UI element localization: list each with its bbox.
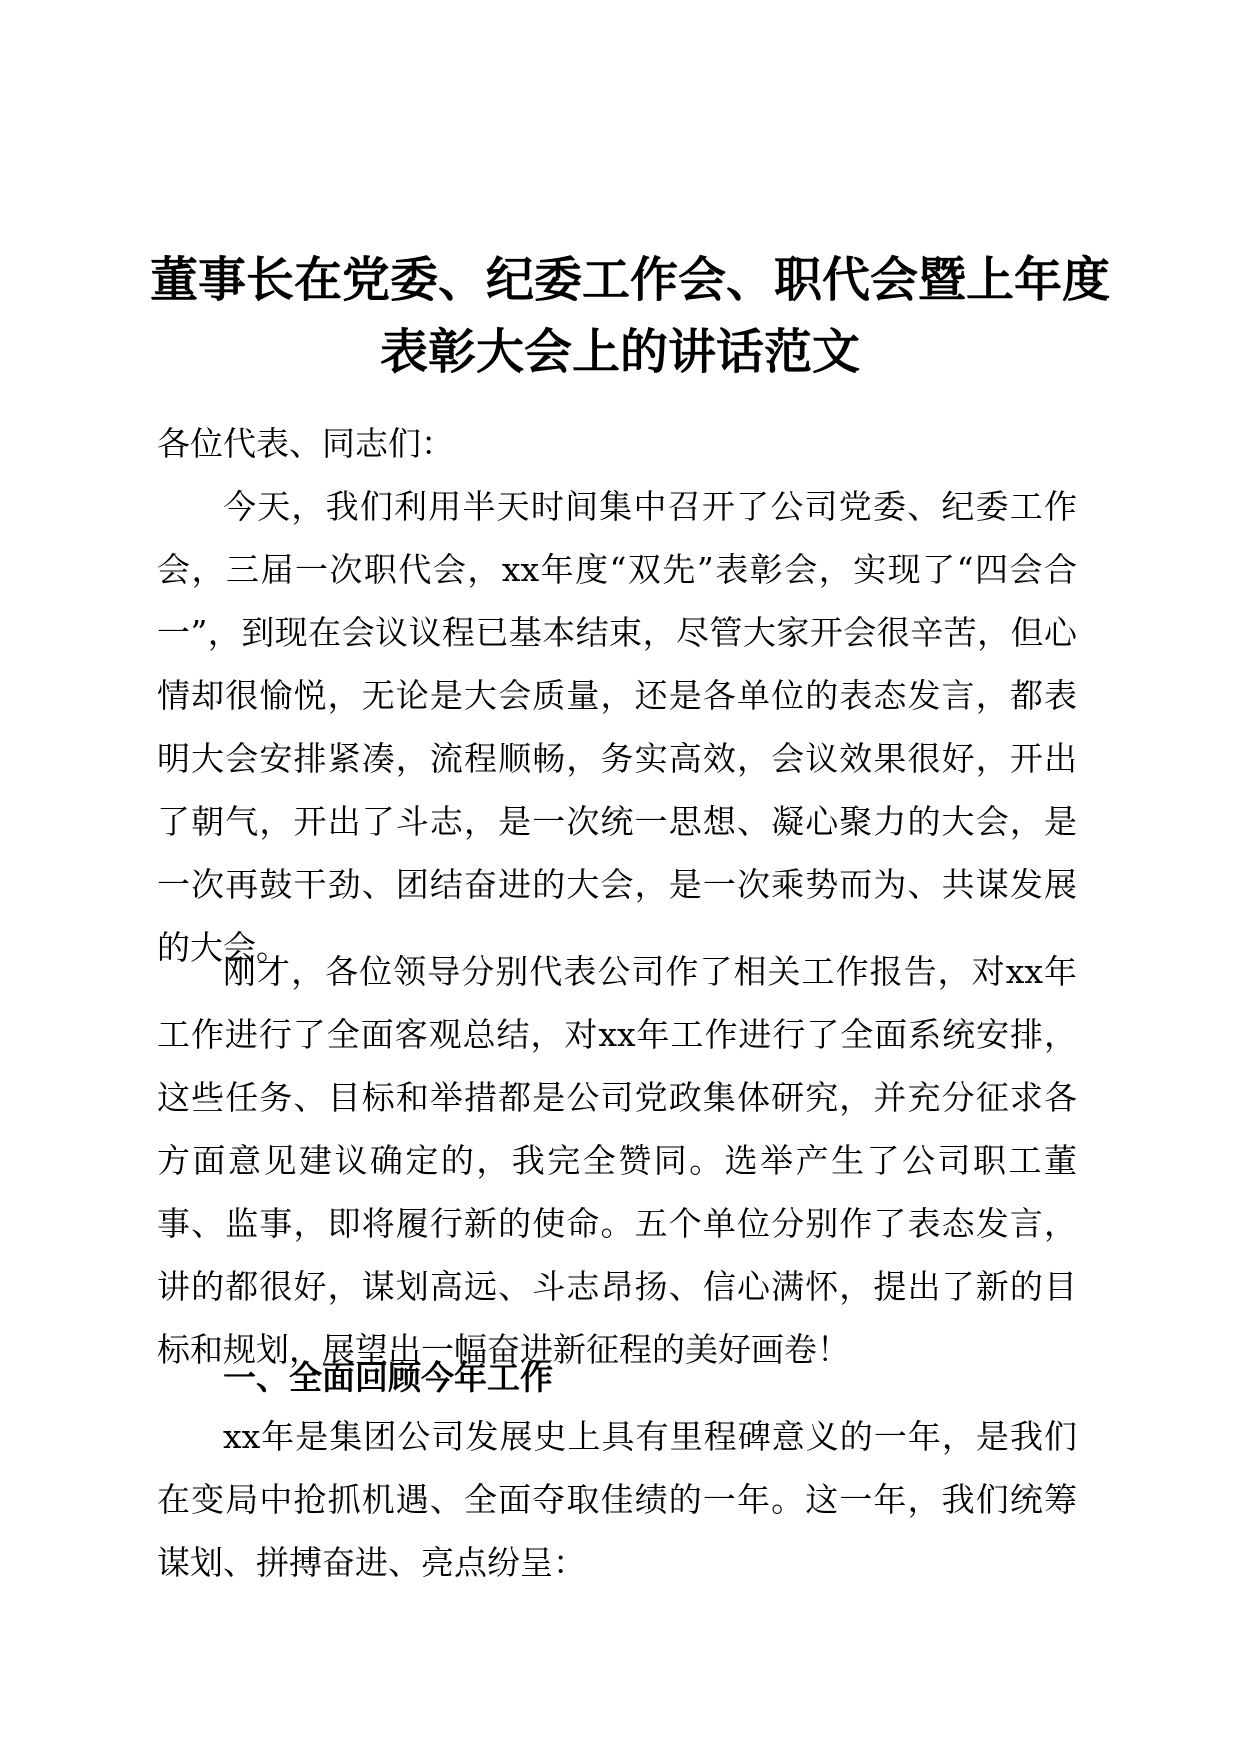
paragraph-review: xx年是集团公司发展史上具有里程碑意义的一年，是我们在变局中抢抓机遇、全面夺取佳绩的一年。这一年，我们统筹谋划、拼搏奋进、亮点纷呈： <box>157 1417 1077 1582</box>
body-section-1 <box>157 475 1077 979</box>
body-section-3 <box>157 1405 1077 1594</box>
document-title-line-1: 董事长在党委、纪委工作会、职代会暨上年度 <box>150 252 1111 308</box>
section-heading: 一、全面回顾今年工作 <box>223 1358 553 1397</box>
salutation: 各位代表、同志们： <box>157 424 454 463</box>
body-section-2 <box>157 940 1077 1381</box>
paragraph-reports: 刚才，各位领导分别代表公司作了相关工作报告，对xx年工作进行了全面客观总结，对xx年工作进行了全面系统安排，这些任务、目标和举措都是公司党政集体研究，并充分征求各方面意见建议确定的，我完全赞同。选举产生了公司职工董事、监事，即将履行新的使命。五个单位分别作了表态发言，讲的都很好，谋划高远、斗志昂扬、信心满怀，提出了新的目标和规划，展望出一幅奋进新征程的美好画卷！ <box>157 952 1077 1369</box>
document-title-line-2: 表彰大会上的讲话范文 <box>379 324 860 380</box>
paragraph-opening: 今天，我们利用半天时间集中召开了公司党委、纪委工作会，三届一次职代会，xx年度“双先”表彰会，实现了“四会合一”，到现在会议议程已基本结束，尽管大家开会很辛苦，但心情却很愉悦，无论是大会质量，还是各单位的表态发言，都表明大会安排紧凑，流程顺畅，务实高效，会议效果很好，开出了朝气，开出了斗志，是一次统一思想、凝心聚力的大会，是一次再鼓干劲、团结奋进的大会，是一次乘势而为、共谋发展的大会。 <box>157 487 1077 967</box>
